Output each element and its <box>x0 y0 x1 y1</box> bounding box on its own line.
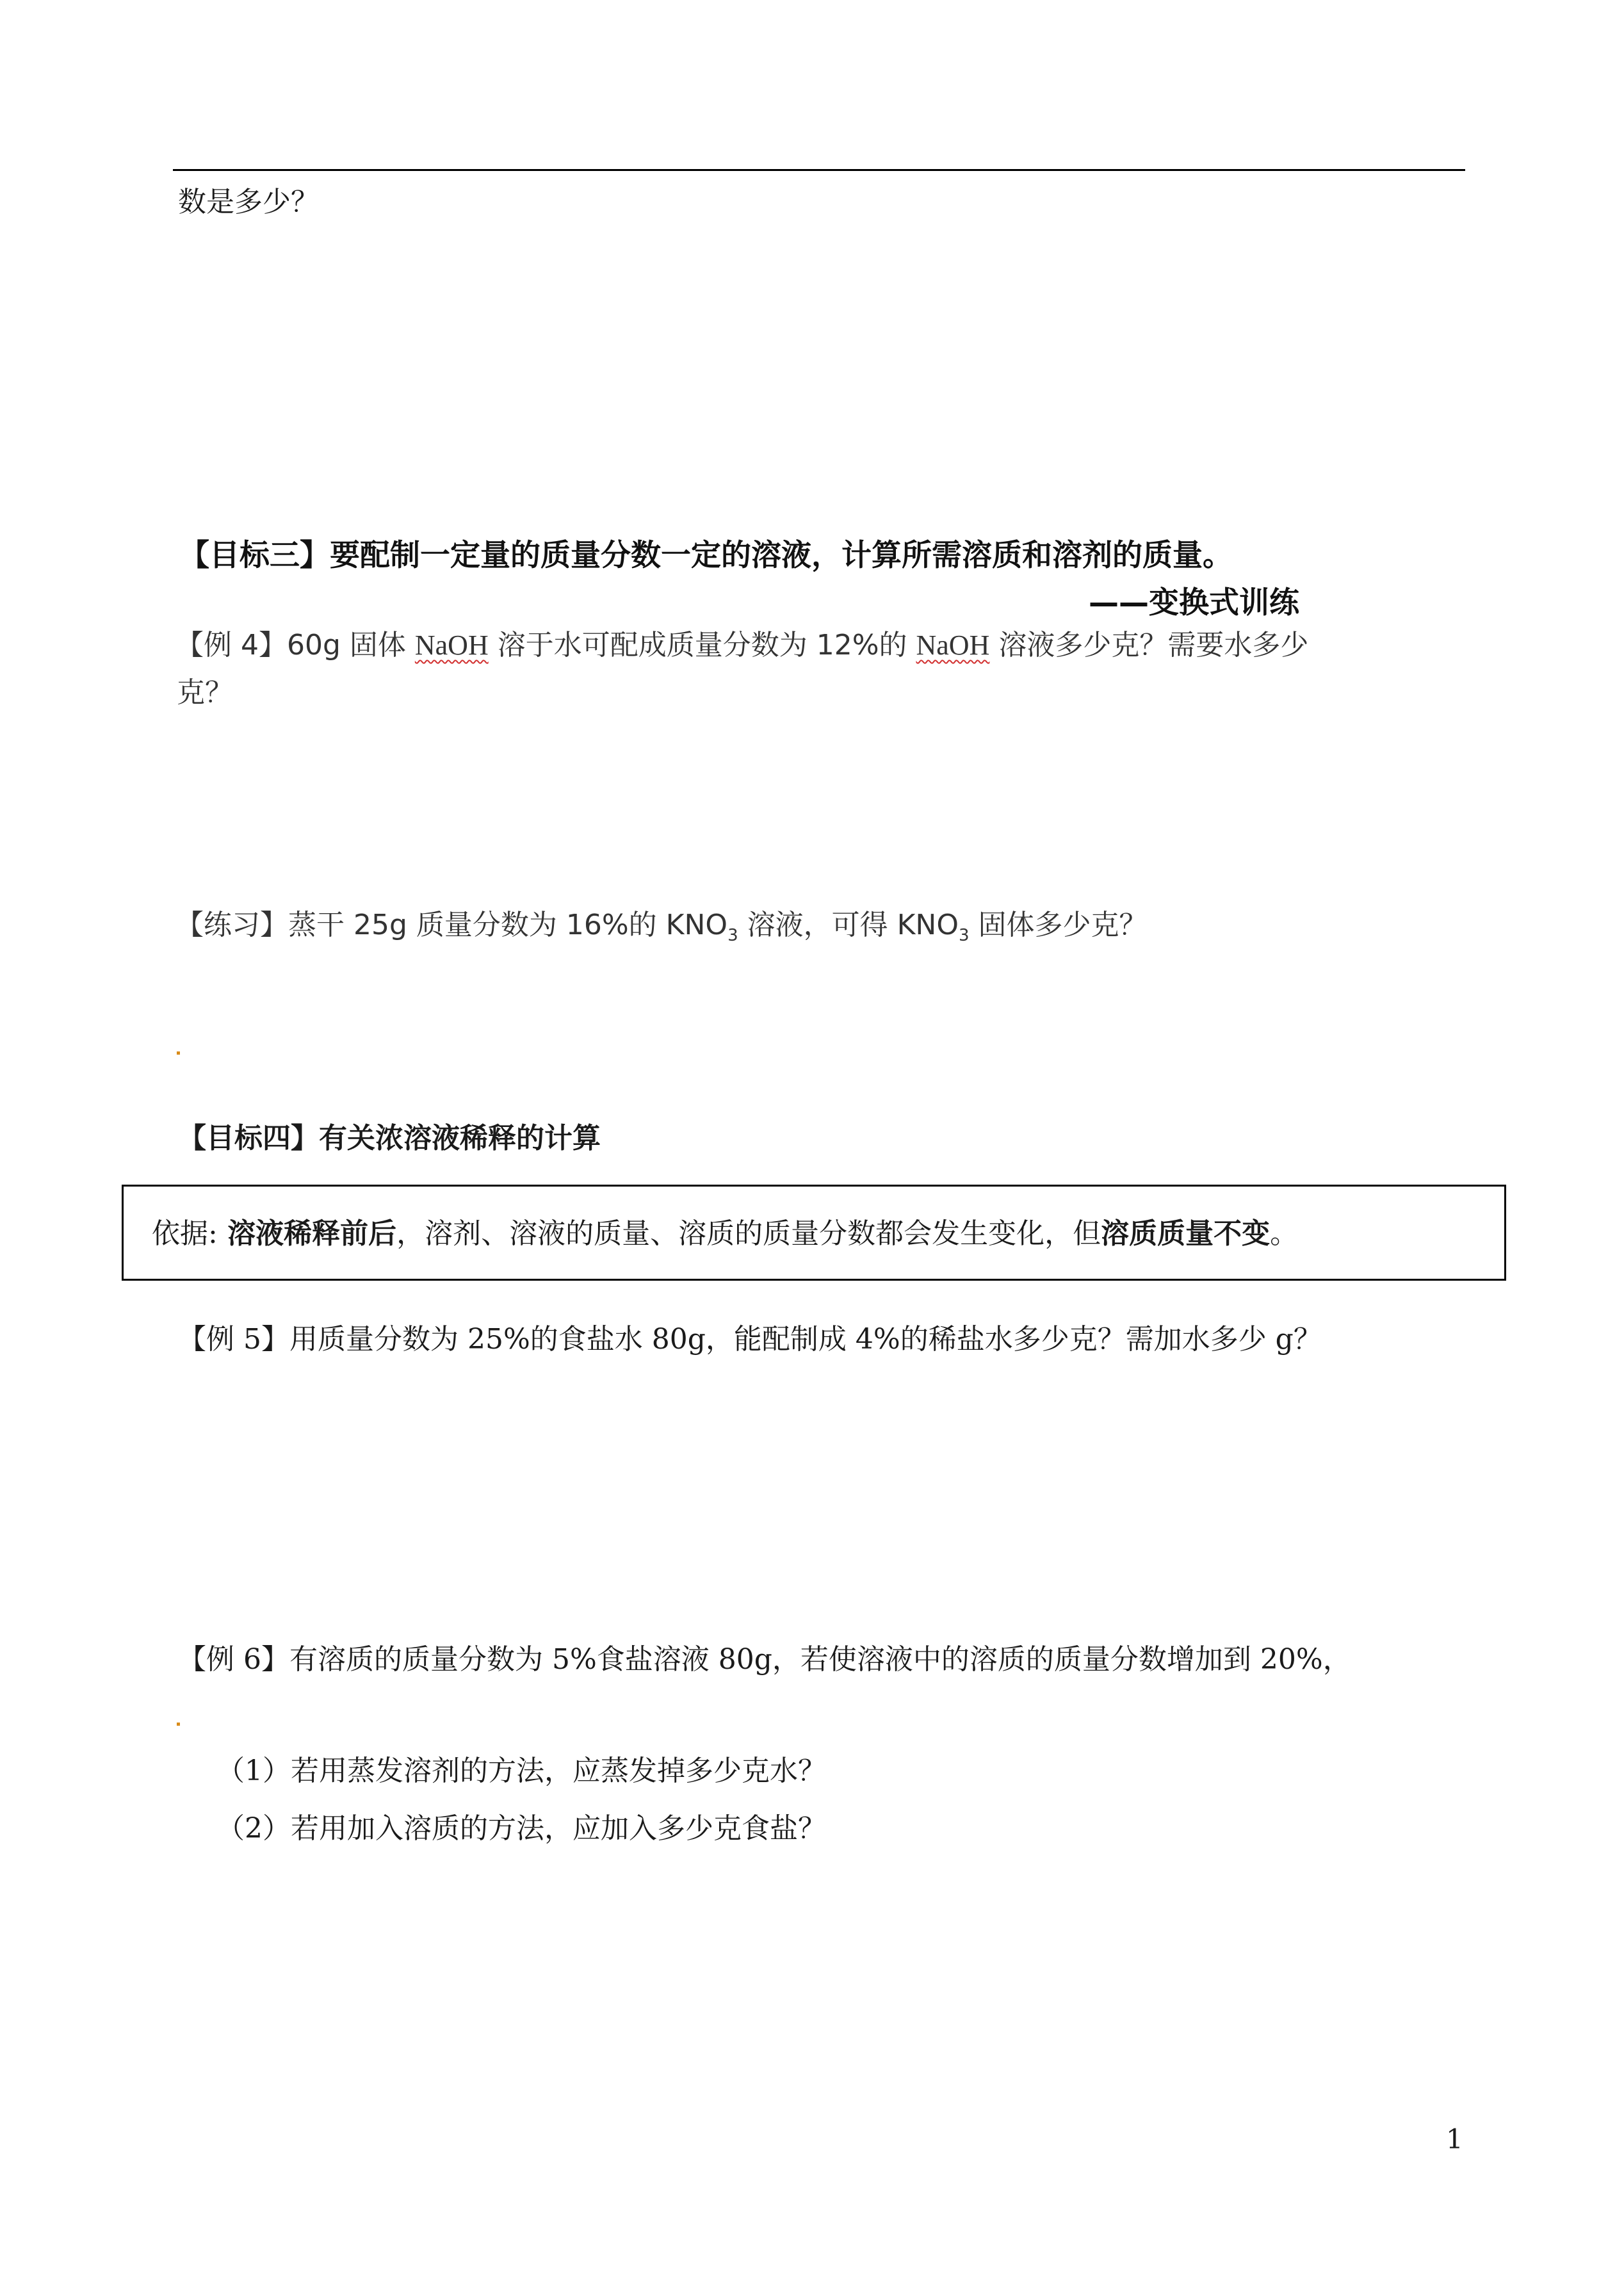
subscript: 3 <box>958 925 970 945</box>
example-4-line-2: 克？ <box>177 676 233 709</box>
example-4-tag: 【例 4】 <box>175 629 287 661</box>
basis-text <box>152 1215 1298 1253</box>
example-4-text-a: 60g 固体 <box>286 629 415 661</box>
continuation-line: 数是多少？ <box>178 186 319 218</box>
example-5: 【例 5】用质量分数为 25%的食盐水 80g，能配制成 4%的稀盐水多少克？需加水多少 g？ <box>178 1323 1322 1356</box>
example-6-question-2: （2）若用加入溶质的方法，应加入多少克食盐？ <box>216 1812 826 1845</box>
practice-text-b: 溶液，可得 KNO <box>738 909 959 941</box>
basis-end: 。 <box>1270 1217 1299 1250</box>
basis-box <box>122 1185 1506 1281</box>
goal-four-heading: 【目标四】有关浓溶液稀释的计算 <box>178 1122 601 1155</box>
goal-three-heading: 【目标三】要配制一定量的质量分数一定的溶液，计算所需溶质和溶剂的质量。 <box>179 538 1233 573</box>
basis-colon: : <box>208 1217 218 1250</box>
example-4-text-b: 溶于水可配成质量分数为 12%的 <box>488 629 916 661</box>
example-4-text-c: 溶液多少克？需要水多少 <box>989 629 1309 661</box>
practice-tag: 【练习】 <box>175 909 288 941</box>
page-number: 1 <box>1446 2123 1463 2155</box>
practice-line <box>175 906 1148 955</box>
basis-bold-a: 溶液稀释前后 <box>217 1217 397 1250</box>
orange-mark <box>177 1051 180 1055</box>
naoh-formula: NaOH <box>414 629 489 661</box>
orange-mark <box>177 1723 180 1726</box>
header-rule <box>173 169 1465 171</box>
example-4-line-1 <box>175 626 1308 665</box>
subscript: 3 <box>727 925 738 945</box>
naoh-formula: NaOH <box>916 629 990 661</box>
example-6-question-1: （1）若用蒸发溶剂的方法，应蒸发掉多少克水？ <box>216 1755 826 1787</box>
practice-text-a: 蒸干 25g 质量分数为 16%的 KNO <box>288 909 728 941</box>
basis-normal: ，溶剂、溶液的质量、溶质的质量分数都会发生变化，但 <box>396 1217 1101 1250</box>
example-6: 【例 6】有溶质的质量分数为 5%食盐溶液 80g，若使溶液中的溶质的质量分数增加到 20%， <box>178 1643 1351 1676</box>
basis-bold-b: 溶质质量不变 <box>1101 1217 1271 1250</box>
practice-text-c: 固体多少克？ <box>969 909 1148 941</box>
basis-label: 依据 <box>152 1217 208 1250</box>
goal-three-subtitle: ——变换式训练 <box>1089 585 1299 620</box>
